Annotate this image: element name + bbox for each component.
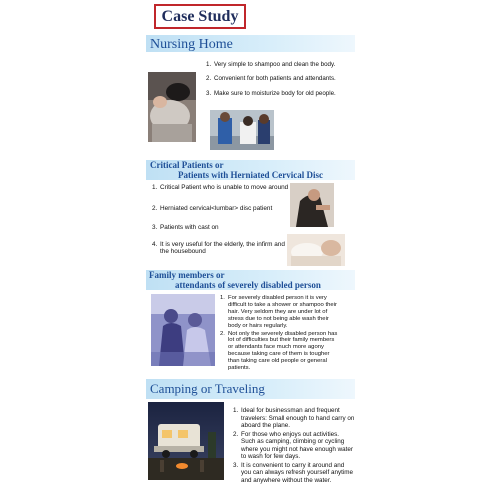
list-item: 3. Make sure to moisturize body for old people. (206, 89, 336, 97)
list-item: 1. Very simple to shampoo and clean the body. (206, 61, 336, 68)
list-item: 2. For those who enjoys out activities. Such as camping, climbing or cycling where you might not have enough water to wash for few days. (233, 430, 354, 460)
list-item: 2. Convenient for both patients and attendants. (206, 75, 336, 83)
section-heading: Nursing Home (150, 37, 233, 52)
section-heading-line2: Patients with Herniated Cervical Disc (178, 170, 323, 180)
family-members-list (220, 295, 340, 372)
section-heading-line2: attendants of severely disabled person (175, 280, 321, 290)
section-header-family-members (146, 270, 355, 290)
section-heading-line1: Family members or (149, 270, 225, 280)
camping-photo (148, 402, 224, 480)
list-item: 3. It is convenient to carry it around and you can always refresh yourself anytime and anywhere without the water. (233, 461, 353, 484)
section-header-critical-patients (146, 160, 355, 180)
section-header-camping (146, 379, 355, 399)
case-study-poster (146, 0, 355, 500)
critical-patient-photo (290, 183, 334, 227)
list-item: 2. Not only the severely disabled person has lot of difficulties but their family members or attendants face much more agony because taking care of them is tougher than taking care old people or general patients. (220, 330, 338, 372)
list-item: 1. Critical Patient who is unable to move around (152, 184, 289, 191)
section-heading-line1: Critical Patients or (150, 160, 224, 170)
list-item: 1. Ideal for businessman and frequent travelers: Small enough to hand carry on aboard the plane. (233, 407, 355, 429)
critical-patients-list (152, 184, 292, 256)
nursing-home-list (206, 61, 352, 97)
list-item: 4. It is very useful for the elderly, the infirm and the housebound (152, 240, 285, 256)
camping-list (233, 407, 355, 484)
list-item: 1. For severely disabled person it is very difficult to take a shower or shampoo their hair. Very seldom they are under lot of stress due to not being able wash their body or hairs regularly. (220, 295, 337, 329)
page-title: Case Study (161, 7, 239, 25)
section-heading: Camping or Traveling (150, 381, 265, 396)
nursing-home-photo-attendants (210, 110, 274, 150)
family-members-photo (151, 294, 215, 366)
title-box (154, 4, 246, 29)
list-item: 3. Patients with cast on (152, 224, 219, 232)
section-header-nursing-home (146, 35, 355, 52)
cast-patient-photo (287, 234, 345, 266)
list-item: 2. Herniated cervical<lumbar> disc patient (152, 204, 273, 212)
nursing-home-photo-patient (148, 72, 196, 142)
